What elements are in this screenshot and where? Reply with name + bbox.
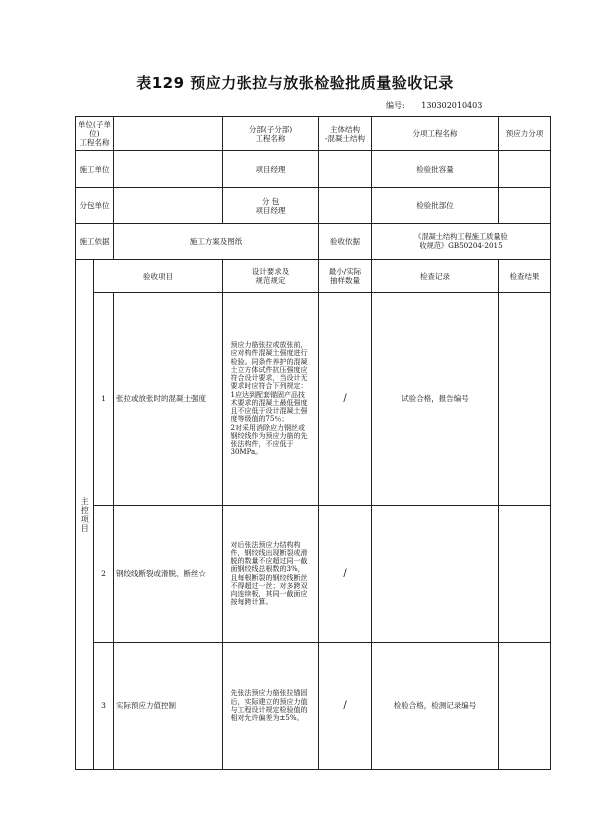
subcontractor-label: 分包单位	[76, 188, 114, 224]
batch-capacity-value[interactable]	[499, 151, 551, 188]
contractor-label: 施工单位	[76, 151, 114, 188]
item-number: 1	[94, 293, 114, 505]
header-row-subcontractor	[76, 188, 551, 224]
construction-basis-value[interactable]: 施工方案及图纸	[114, 224, 319, 260]
col-sample-header: 最小/实际 抽样数量	[319, 260, 372, 293]
item-result[interactable]	[499, 293, 551, 505]
item-name: 张拉或放张时的混凝土强度	[114, 293, 223, 505]
item-name: 钢绞线断裂或滑脱、断丝☆	[114, 505, 223, 642]
item-record[interactable]: 试验合格，报告编号	[372, 293, 499, 505]
item-result[interactable]	[499, 505, 551, 642]
batch-location-label: 检验批部位	[372, 188, 499, 224]
item-name: 实际预应力值控制	[114, 642, 223, 769]
item-sample[interactable]: /	[319, 293, 372, 505]
contractor-value[interactable]	[114, 151, 223, 188]
col-design-header: 设计要求及 规范规定	[223, 260, 319, 293]
acceptance-form-table	[75, 116, 551, 770]
subdivision-value[interactable]: 主体结构 -混凝土结构	[319, 117, 372, 151]
subcontractor-value[interactable]	[114, 188, 223, 224]
item-record[interactable]: 检验合格，检测记录编号	[372, 642, 499, 769]
acceptance-basis-value[interactable]: 《混凝土结构工程施工质量验 收规范》GB50204-2015	[372, 224, 551, 260]
item-number: 3	[94, 642, 114, 769]
main-control-label: 主控项目	[80, 496, 90, 533]
table-row	[76, 505, 551, 642]
header-row-contractor	[76, 151, 551, 188]
unit-project-label: 单位(子单位) 工程名称	[76, 117, 114, 151]
project-manager-label: 项目经理	[223, 151, 319, 188]
header-row-basis	[76, 224, 551, 260]
item-sample[interactable]: /	[319, 642, 372, 769]
subdivision-label: 分部(子分部) 工程名称	[223, 117, 319, 151]
record-number	[386, 100, 482, 111]
header-row-project	[76, 117, 551, 151]
table-row	[76, 642, 551, 769]
subitem-value[interactable]: 预应力分项	[499, 117, 551, 151]
item-requirement: 先张法预应力筋张拉锚固后，实际建立的预应力值与工程设计规定检验值的相对允许偏差为±5%。	[230, 689, 308, 723]
item-result[interactable]	[499, 642, 551, 769]
record-number-value: 130302010403	[421, 101, 483, 110]
column-header-row	[76, 260, 551, 293]
sub-project-manager-label: 分 包 项目经理	[223, 188, 319, 224]
main-control-section	[76, 260, 94, 770]
batch-location-value[interactable]	[499, 188, 551, 224]
page-title: 表129 预应力张拉与放张检验批质量验收记录	[136, 74, 454, 92]
item-number: 2	[94, 505, 114, 642]
item-sample[interactable]: /	[319, 505, 372, 642]
construction-basis-label: 施工依据	[76, 224, 114, 260]
batch-capacity-label: 检验批容量	[372, 151, 499, 188]
item-requirement: 对后张法预应力结构构件，钢绞线出现断裂或滑脱的数量不应超过同一截面钢绞线总根数的3%，且每根断裂的钢绞线断丝不得超过一丝；对多跨双向连续板，其同一截面应按每跨计算。	[230, 540, 308, 607]
sub-project-manager-value[interactable]	[319, 188, 372, 224]
subitem-label: 分项工程名称	[372, 117, 499, 151]
item-requirement: 预应力筋张拉或放张前，应对构件混凝土强度进行检验。同条件养护的混凝土立方体试件抗压强度应符合设计要求，当设计无要求时应符合下列规定： 1应达到配套锚固产品技术要求的混凝土最低强度且不应低于设计混凝土强度等级值的75％； 2对采用消除应力钢丝或钢绞线作为预应力筋的先张法构件，不应低于30MPa。	[230, 341, 308, 457]
project-manager-value[interactable]	[319, 151, 372, 188]
item-record[interactable]	[372, 505, 499, 642]
col-item-header: 验收项目	[94, 260, 223, 293]
acceptance-basis-label: 验收依据	[319, 224, 372, 260]
col-record-header: 检查记录	[372, 260, 499, 293]
table-row	[76, 293, 551, 505]
col-result-header: 检查结果	[499, 260, 551, 293]
unit-project-value[interactable]	[114, 117, 223, 151]
record-number-label: 编号:	[386, 101, 405, 110]
